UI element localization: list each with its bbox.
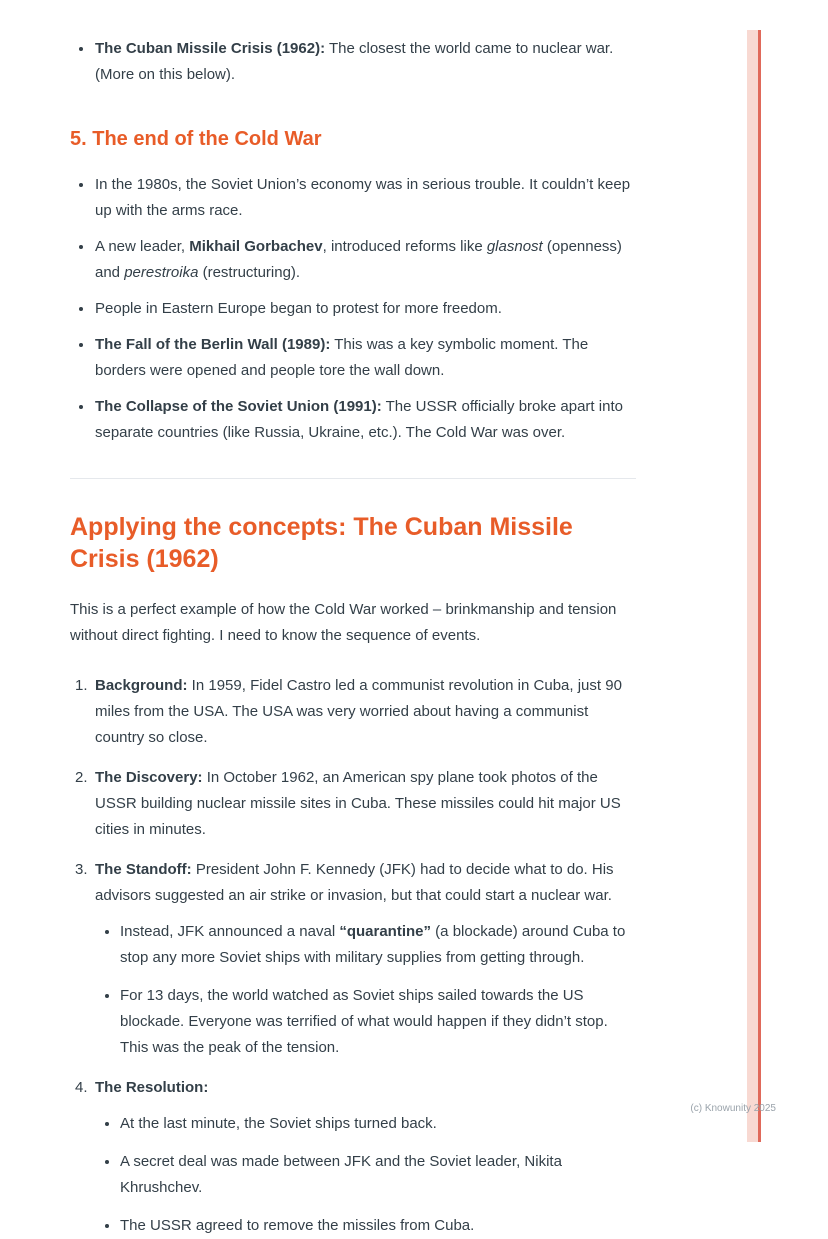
list-item bbox=[70, 36, 636, 88]
top-bullet-list bbox=[70, 36, 636, 88]
section-divider bbox=[70, 478, 636, 479]
sub-list-item bbox=[95, 983, 636, 1061]
item-text: The Fall of the Berlin Wall (1989): This was a key symbolic moment. The borders were opened and people tore the wall down. bbox=[95, 336, 589, 379]
sub-list-item bbox=[95, 1149, 636, 1201]
sub-list-item bbox=[95, 919, 636, 971]
numbered-item-resolution bbox=[70, 1075, 636, 1239]
resolution-sublist bbox=[95, 1111, 636, 1239]
numbered-item-background bbox=[70, 673, 636, 751]
item-text: The Standoff: President John F. Kennedy (JFK) had to decide what to do. His advisors suggested an air strike or invasion, but that could start a nuclear war. bbox=[95, 861, 614, 904]
item-text: The Cuban Missile Crisis (1962): The closest the world came to nuclear war. (More on this below). bbox=[95, 40, 614, 83]
end-of-cold-war-list bbox=[70, 172, 636, 446]
sub-list-item bbox=[95, 1111, 636, 1137]
section-heading-end-of-cold-war: 5. The end of the Cold War bbox=[70, 128, 322, 150]
numbered-item-discovery bbox=[70, 765, 636, 843]
item-text: The Collapse of the Soviet Union (1991): The USSR officially broke apart into separate countries (like Russia, Ukraine, etc.). The Cold War was over. bbox=[95, 398, 623, 441]
list-item bbox=[70, 234, 636, 286]
document-content bbox=[70, 36, 636, 1239]
item-text: A new leader, Mikhail Gorbachev, introduced reforms like glasnost (openness) and perestroika (restructuring). bbox=[95, 238, 622, 281]
sequence-of-events-list bbox=[70, 673, 636, 1239]
item-text: At the last minute, the Soviet ships turned back. bbox=[120, 1115, 437, 1132]
item-text: Instead, JFK announced a naval “quarantine” (a blockade) around Cuba to stop any more Soviet ships with military supplies from getting through. bbox=[120, 923, 626, 966]
footer-copyright: (c) Knowunity 2025 bbox=[690, 1103, 776, 1114]
item-text: People in Eastern Europe began to protest for more freedom. bbox=[95, 300, 502, 317]
list-item bbox=[70, 172, 636, 224]
item-text: A secret deal was made between JFK and the Soviet leader, Nikita Khrushchev. bbox=[120, 1153, 562, 1196]
item-text: For 13 days, the world watched as Soviet ships sailed towards the US blockade. Everyone was terrified of what would happen if they didn’t stop. This was the peak of the tension. bbox=[120, 987, 608, 1056]
numbered-item-standoff bbox=[70, 857, 636, 1061]
item-text: Background: In 1959, Fidel Castro led a communist revolution in Cuba, just 90 miles from the USA. The USA was very worried about having a communist country so close. bbox=[95, 677, 622, 746]
main-heading-applying-concepts: Applying the concepts: The Cuban Missile Crisis (1962) bbox=[70, 513, 573, 573]
item-text: The Resolution: bbox=[95, 1079, 209, 1096]
item-text: In the 1980s, the Soviet Union’s economy was in serious trouble. It couldn’t keep up with the arms race. bbox=[95, 176, 631, 219]
sub-list-item bbox=[95, 1213, 636, 1239]
list-item bbox=[70, 296, 636, 322]
standoff-sublist bbox=[95, 919, 636, 1061]
list-item bbox=[70, 394, 636, 446]
intro-paragraph: This is a perfect example of how the Cold War worked – brinkmanship and tension without direct fighting. I need to know the sequence of events. bbox=[70, 601, 617, 644]
list-item bbox=[70, 332, 636, 384]
item-text: The USSR agreed to remove the missiles from Cuba. bbox=[120, 1217, 475, 1234]
right-margin-stripe bbox=[747, 30, 761, 1142]
item-text: The Discovery: In October 1962, an American spy plane took photos of the USSR building nuclear missile sites in Cuba. These missiles could hit major US cities in minutes. bbox=[95, 769, 621, 838]
